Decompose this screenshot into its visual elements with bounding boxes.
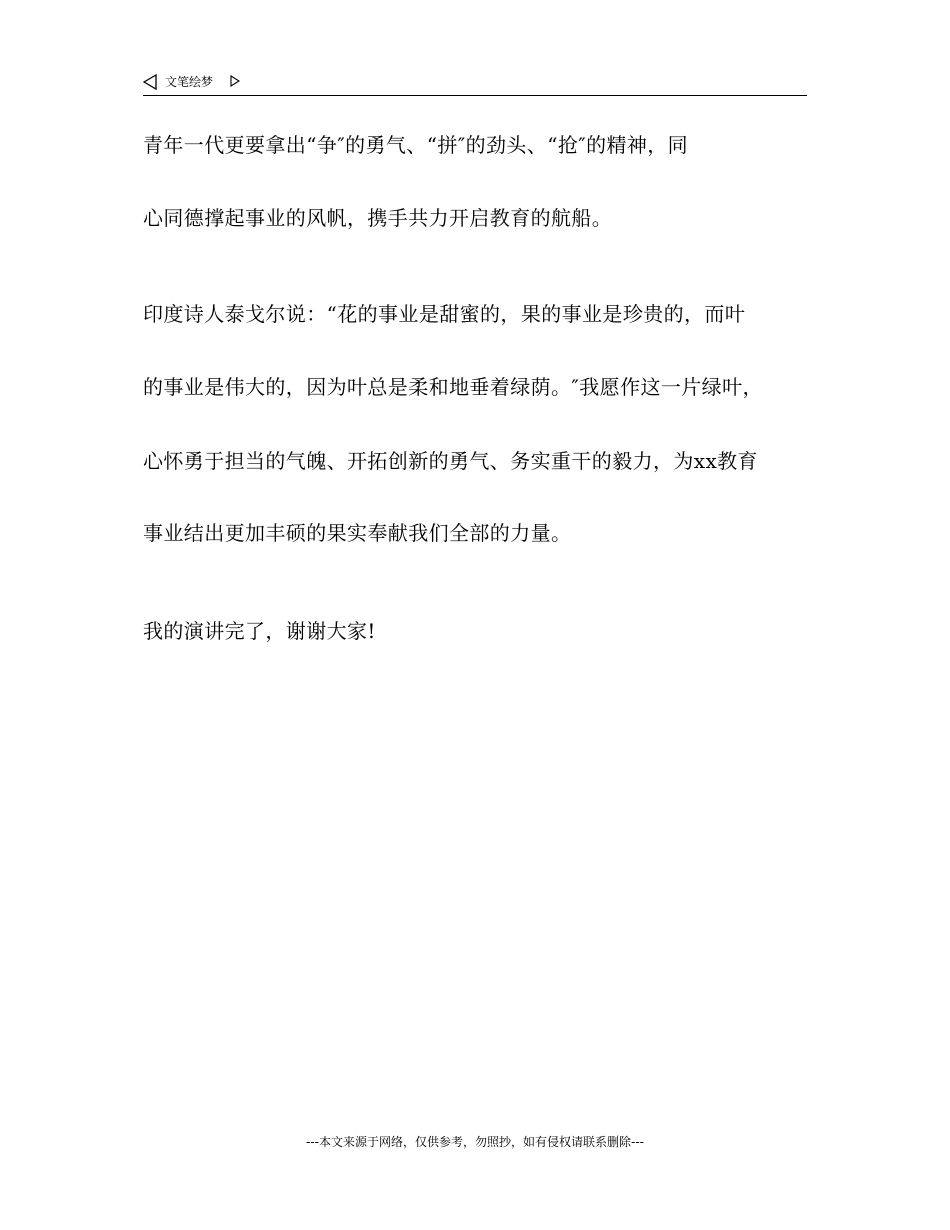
triangle-right-outline-icon xyxy=(230,75,240,87)
header-title: 文笔绘梦 xyxy=(165,75,214,89)
paragraph-line: 事业结出更加丰硕的果实奉献我们全部的力量。 xyxy=(143,521,572,545)
paragraph-line: 心同德撑起事业的风帆，携手共力开启教育的航船。 xyxy=(143,206,613,230)
page-header xyxy=(143,70,807,96)
triangle-left-outline-icon xyxy=(143,74,157,90)
page-footer: ---本文来源于网络，仅供参考，勿照抄，如有侵权请联系删除--- xyxy=(306,1135,644,1149)
paragraph-line: 的事业是伟大的，因为叶总是柔和地垂着绿荫。″我愿作这一片绿叶， xyxy=(143,375,763,399)
paragraph-line: 心怀勇于担当的气魄、开拓创新的勇气、务实重干的毅力，为xx教育 xyxy=(143,449,758,473)
paragraph-line: 青年一代更要拿出“争″的勇气、“拼″的劲头、“抢″的精神，同 xyxy=(143,133,689,157)
paragraph-line: 我的演讲完了，谢谢大家! xyxy=(143,619,376,643)
paragraph-line: 印度诗人泰戈尔说：“花的事业是甜蜜的，果的事业是珍贵的，而叶 xyxy=(143,302,746,326)
